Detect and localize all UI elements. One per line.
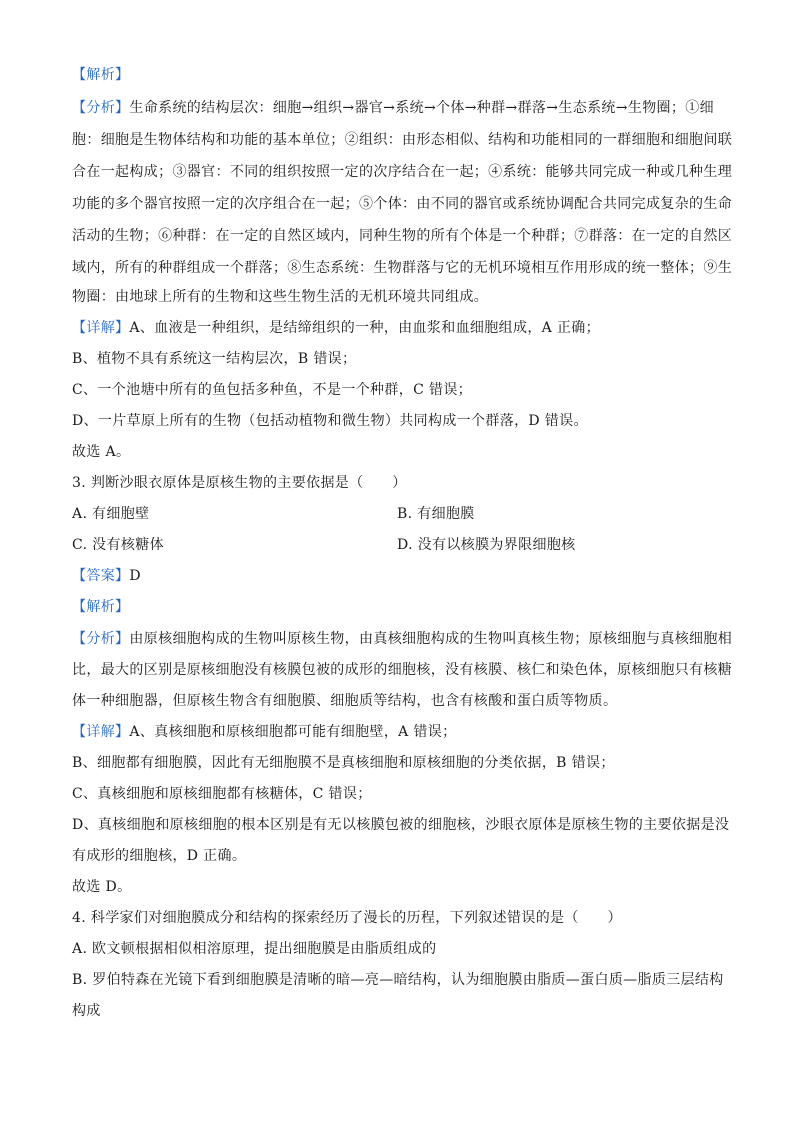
detail-paragraph-line: B、细胞都有细胞膜，因此有无细胞膜不是真核细胞和原核细胞的分类依据，B 错误；: [72, 755, 615, 771]
option-b: B. 罗伯特森在光镜下看到细胞膜是清晰的暗—亮—暗结构，认为细胞膜由脂质—蛋白质—脂质三层结构: [72, 972, 724, 988]
detail-paragraph-line: 【详解】A、真核细胞和原核细胞都可能有细胞壁，A 错误；: [72, 724, 457, 740]
analysis-paragraph-line: 体一种细胞器，但原核生物含有细胞膜、细胞质等结构，也含有核酸和蛋白质等物质。: [72, 693, 618, 709]
detail-paragraph-line: D、一片草原上所有的生物（包括动植物和微生物）共同构成一个群落，D 错误。: [72, 413, 588, 429]
option-b-continued: 构成: [72, 1003, 101, 1019]
answer-tag: 【答案】: [72, 568, 130, 584]
option-a: A. 欧文顿根据相似相溶原理，提出细胞膜是由脂质组成的: [72, 941, 437, 957]
detail-tag: 【详解】: [72, 320, 130, 336]
detail-paragraph-line: D、真核细胞和原核细胞的根本区别是有无以核膜包被的细胞核，沙眼衣原体是原核生物的主要依据是没: [72, 817, 730, 833]
answer-line: [72, 566, 722, 586]
detail-paragraph-line: 【详解】A、血液是一种组织，是结缔组织的一种，由血浆和血细胞组成，A 正确；: [72, 320, 600, 336]
conclusion-line: 故选 A。: [72, 444, 131, 460]
analysis-paragraph-line: 胞：细胞是生物体结构和功能的基本单位；②组织：由形态相似、结构和功能相同的一群细胞和细胞间联: [72, 132, 733, 148]
option-b: B. 有细胞膜: [397, 506, 475, 522]
detail-paragraph-line: B、植物不具有系统这一结构层次，B 错误；: [72, 351, 357, 367]
analysis-paragraph-line: 物圈：由地球上所有的生物和这些生物生活的无机环境共同组成。: [72, 289, 489, 305]
analysis-heading: 【解析】: [72, 599, 130, 615]
question-stem: 4. 科学家们对细胞膜成分和结构的探索经历了漫长的历程，下列叙述错误的是（ ）: [72, 910, 622, 926]
analysis-paragraph-line: 比，最大的区别是原核细胞没有核膜包被的成形的细胞核，没有核膜、核仁和染色体，原核细胞只有核糖: [72, 662, 733, 678]
detail-tag: 【详解】: [72, 724, 130, 740]
analysis-paragraph-line: 域内，所有的种群组成一个群落；⑧生态系统：生物群落与它的无机环境相互作用形成的统一整体；⑨生: [72, 260, 733, 276]
detail-paragraph-line: C、一个池塘中所有的鱼包括多种鱼，不是一个种群，C 错误；: [72, 382, 473, 398]
analysis-paragraph-line: 功能的多个器官按照一定的次序组合在一起；⑤个体：由不同的器官或系统协调配合共同完成复杂的生命: [72, 196, 733, 212]
detail-paragraph-line: C、真核细胞和原核细胞都有核糖体，C 错误；: [72, 786, 372, 802]
analysis-heading: 【解析】: [72, 67, 130, 83]
option-a: A. 有细胞壁: [72, 506, 150, 522]
analysis-tag: 【分析】: [72, 100, 130, 116]
detail-paragraph-line: 有成形的细胞核，D 正确。: [72, 848, 247, 864]
analysis-paragraph-line: 活动的生物；⑥种群：在一定的自然区域内，同种生物的所有个体是一个种群；⑦群落：在一定的自然区: [72, 228, 733, 244]
option-d: D. 没有以核膜为界限细胞核: [397, 537, 576, 553]
analysis-paragraph-line: 【分析】由原核细胞构成的生物叫原核生物，由真核细胞构成的生物叫真核生物；原核细胞与真核细胞相: [72, 631, 733, 647]
question-stem: 3. 判断沙眼衣原体是原核生物的主要依据是（ ）: [72, 475, 407, 491]
option-c: C. 没有核糖体: [72, 537, 164, 553]
conclusion-line: 故选 D。: [72, 879, 132, 895]
analysis-tag: 【分析】: [72, 631, 130, 647]
answer-value: D: [129, 568, 141, 584]
analysis-paragraph-line: 合在一起构成；③器官：不同的组织按照一定的次序结合在一起；④系统：能够共同完成一种或几种生理: [72, 164, 733, 180]
analysis-paragraph-line: 【分析】生命系统的结构层次：细胞→组织→器官→系统→个体→种群→群落→生态系统→生物圈；①细: [72, 100, 714, 116]
